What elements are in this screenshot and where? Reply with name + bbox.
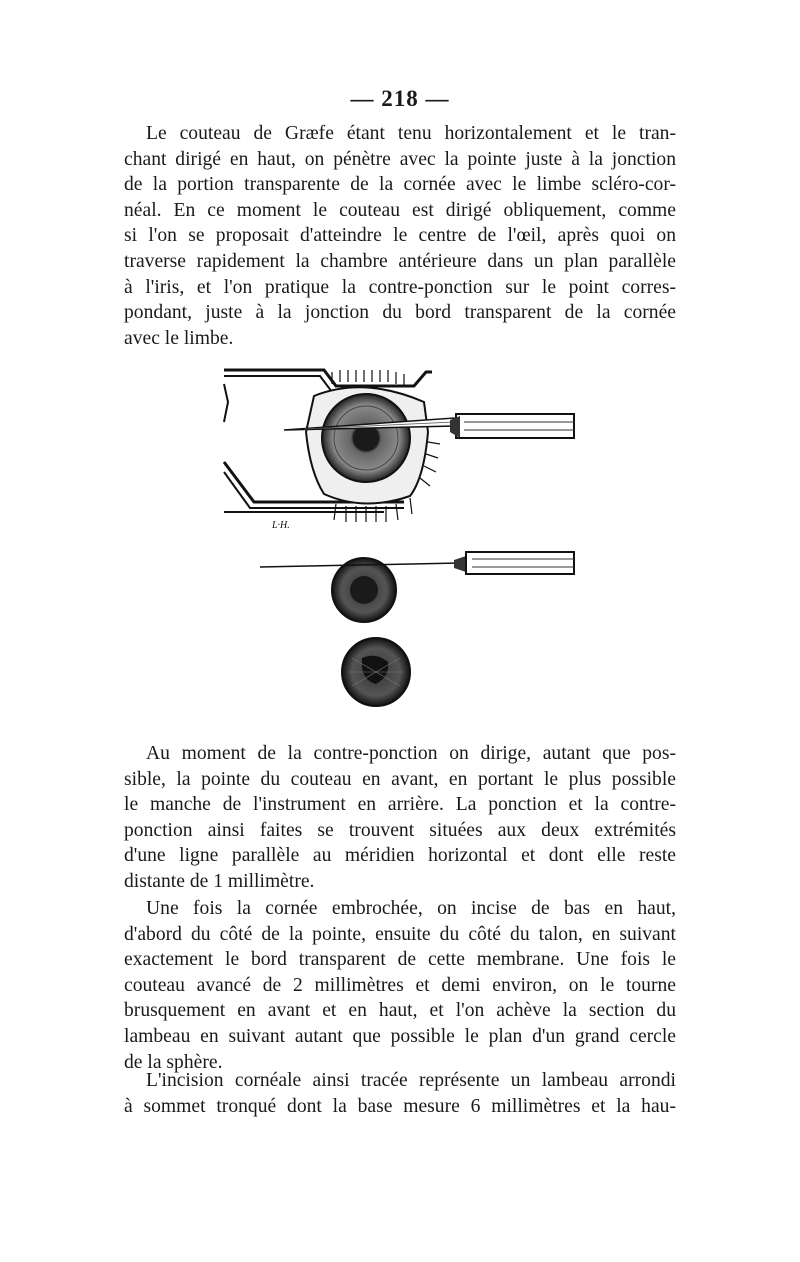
- text-line: avec le limbe.: [124, 327, 234, 349]
- text-line: brusquement en avant et en haut, et l'on achève la section du: [124, 1000, 676, 1022]
- text-line: de la sphère.: [124, 1051, 223, 1073]
- eye-surgery-illustration: [214, 362, 584, 722]
- text-line: ponction ainsi faites se trouvent situées aux deux extrémités: [124, 819, 676, 841]
- text-line: Au moment de la contre-ponction on dirige, autant que pos-: [146, 743, 676, 764]
- text-line: couteau avancé de 2 millimètres et demi environ, on le tourne: [124, 974, 676, 996]
- text-line: pondant, juste à la jonction du bord transparent de la cornée: [124, 302, 676, 324]
- text-line: d'abord du côté de la pointe, ensuite du côté du talon, en suivant: [124, 923, 676, 945]
- text-line: distante de 1 millimètre.: [124, 870, 315, 892]
- text-line: de la portion transparente de la cornée avec le limbe scléro-cor-: [124, 174, 676, 196]
- text-line: à sommet tronqué dont la base mesure 6 millimètres et la hau-: [124, 1095, 676, 1117]
- speculum-eye-figure: [224, 370, 574, 531]
- paragraph-1: [124, 121, 676, 351]
- page-number: — 218 —: [350, 86, 450, 111]
- paragraph-3: [124, 896, 676, 1075]
- text-line: le manche de l'instrument en arrière. La ponction et la contre-: [124, 794, 676, 816]
- paragraph-4: [124, 1068, 676, 1119]
- text-line: néal. En ce moment le couteau est dirigé obliquement, comme: [124, 199, 676, 221]
- text-line: lambeau en suivant autant que possible le plan d'un grand cercle: [124, 1025, 676, 1047]
- paragraph-2: [124, 741, 676, 895]
- illustrator-signature: L·H.: [272, 520, 290, 531]
- text-line: Une fois la cornée embrochée, on incise de bas en haut,: [146, 898, 676, 919]
- text-line: traverse rapidement la chambre antérieure dans un plan parallèle: [124, 250, 676, 272]
- text-line: exactement le bord transparent de cette membrane. Une fois le: [124, 949, 676, 971]
- knife-through-eye-figure: [260, 552, 574, 622]
- eye-incision-figure: [342, 638, 410, 706]
- text-line: L'incision cornéale ainsi tracée représente un lambeau arrondi: [146, 1070, 676, 1091]
- text-line: si l'on se proposait d'atteindre le centre de l'œil, après quoi on: [124, 225, 676, 247]
- text-line: d'une ligne parallèle au méridien horizontal et dont elle reste: [124, 845, 676, 867]
- text-line: sible, la pointe du couteau en avant, en portant le plus possible: [124, 768, 676, 790]
- text-line: à l'iris, et l'on pratique la contre-ponction sur le point corres-: [124, 276, 676, 298]
- text-line: Le couteau de Græfe étant tenu horizontalement et le tran-: [146, 123, 676, 144]
- illustration-svg: [214, 362, 584, 722]
- text-line: chant dirigé en haut, on pénètre avec la pointe juste à la jonction: [124, 148, 676, 170]
